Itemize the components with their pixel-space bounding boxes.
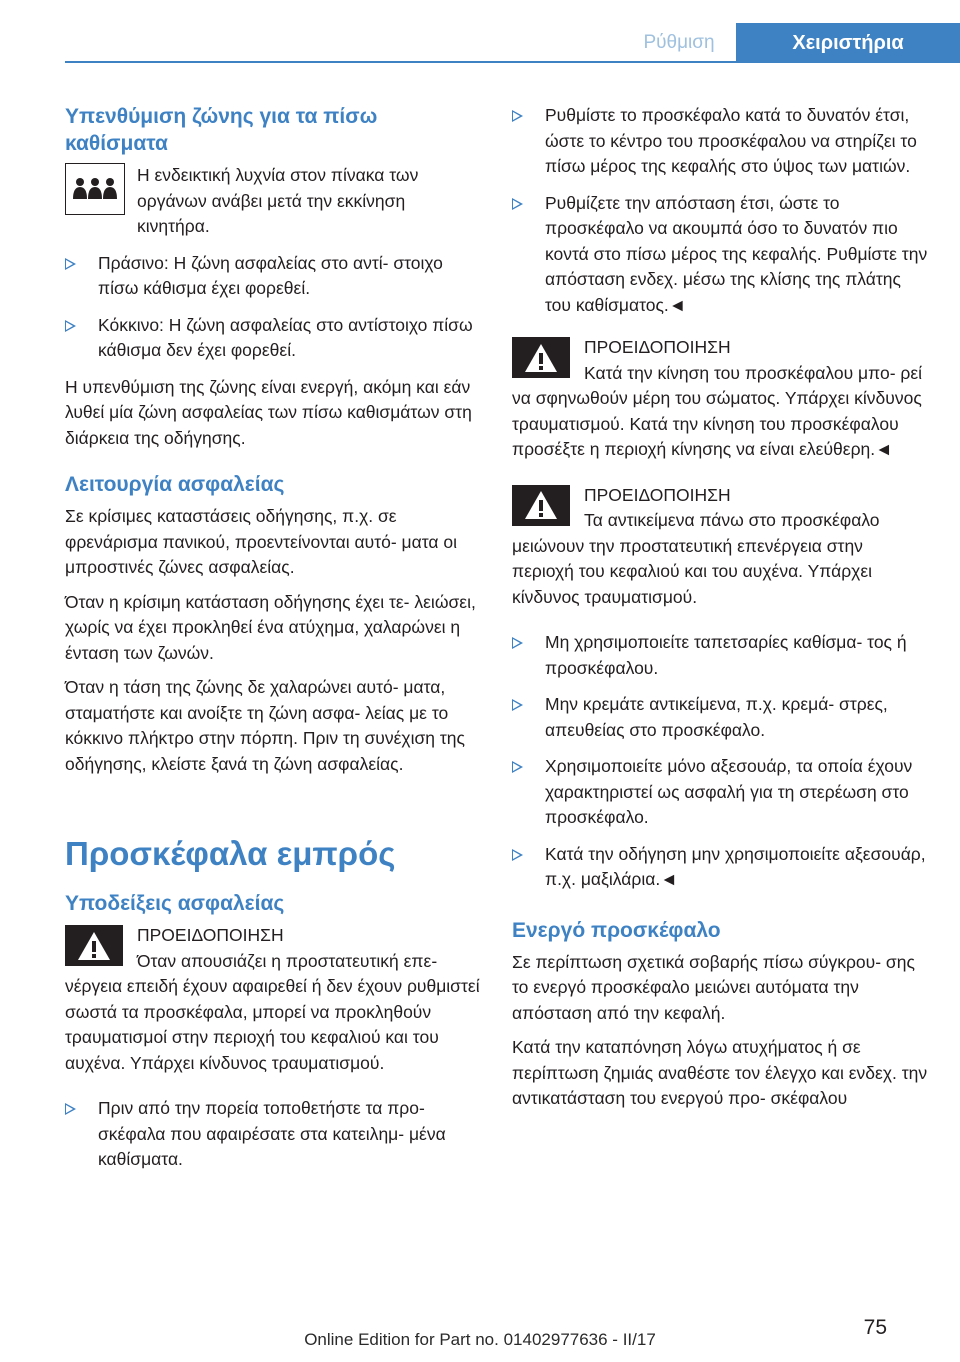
header-rule: [65, 61, 960, 63]
bullet-adjust-distance: [512, 191, 928, 319]
bullet-no-accessories-driving: [512, 842, 928, 893]
safety-paragraph-3: Όταν η τάση της ζώνης δε χαλαρώνει αυτό‐ ματα, σταματήστε και ανοίξτε τη ζώνη ασφα‐ λείας με το κόκκινο πλήκτρο στην πόρπη. Πριν τη συνέχιση της οδήγησης, κλείστε ξανά τη ζώνη ασφαλείας.: [65, 677, 465, 774]
warning-block-2: [512, 335, 928, 463]
warning-title: ΠΡΟΕΙΔΟΠΟΙΗΣΗ: [584, 484, 731, 505]
rear-seat-belt-indicator-icon: [65, 163, 125, 215]
warning-title: ΠΡΟΕΙΔΟΠΟΙΗΣΗ: [137, 925, 284, 945]
bullet-text: Πριν από την πορεία τοποθετήστε τα προ‐ σκέφαλα που αφαιρέσατε στα κατειλημ‐ μένα καθίσματα.: [98, 1098, 446, 1169]
reminder-paragraph: Η υπενθύμιση της ζώνης είναι ενεργή, ακόμη και εάν λυθεί μία ζώνη ασφαλείας των πίσω καθισμάτων στη διάρκεια της οδήγησης.: [65, 376, 472, 448]
hints-heading: Υποδείξεις ασφαλείας: [65, 892, 285, 915]
triangle-bullet-icon: [512, 849, 523, 861]
bullet-red: [65, 313, 480, 364]
page-number: 75: [863, 1316, 887, 1339]
footer-edition: Online Edition for Part no. 01402977636 - II/17: [304, 1330, 656, 1349]
section-heading: Προσκέφαλα εμπρός: [65, 835, 396, 872]
triangle-bullet-icon: [512, 637, 523, 649]
warning-triangle-icon: [512, 485, 570, 526]
triangle-bullet-icon: [512, 110, 523, 122]
bullet-refit-headrests: [65, 1096, 480, 1173]
warning-block-1: [65, 923, 480, 1076]
bullet-text: Ρυθμίστε το προσκέφαλο κατά το δυνατόν έτσι, ώστε το κέντρο του προσκέφαλου να στηρίζει το πίσω μέρος της κεφαλής στο ύψος των ματιών.: [545, 105, 917, 176]
left-column: [65, 103, 480, 1184]
bullet-text: Πράσινο: Η ζώνη ασφαλείας στο αντί‐ στοιχο πίσω κάθισμα έχει φορεθεί.: [98, 252, 443, 298]
bullet-adjust-height: [512, 103, 928, 180]
triangle-bullet-icon: [65, 320, 76, 332]
warning-triangle-icon: [65, 925, 123, 966]
safety-paragraph-2: Όταν η κρίσιμη κατάσταση οδήγησης έχει τε‐ λειώσει, χωρίς να έχει προκληθεί ένα ατύχημα, χαλαρώνει η ένταση των ζωνών.: [65, 591, 476, 663]
active-headrest-heading: Ενεργό προσκέφαλο: [512, 918, 721, 942]
right-column: [512, 103, 928, 1121]
safety-heading: Λειτουργία ασφαλείας: [65, 473, 285, 496]
triangle-bullet-icon: [512, 699, 523, 711]
warning-text: Κατά την κίνηση του προσκέφαλου μπο‐ ρεί να σφηνωθούν μέρη του σώματος. Υπάρχει κίνδυνος τραυματισμού. Κατά την κίνηση του προσκέφαλου προσέξτε η περιοχή κίνησης να είναι ελεύθερη.◄: [512, 362, 923, 459]
bullet-text: Μη χρησιμοποιείτε ταπετσαρίες καθίσμα‐ τος ή προσκέφαλου.: [545, 632, 907, 678]
bullet-safe-accessories: [512, 754, 928, 831]
triangle-bullet-icon: [65, 258, 76, 270]
triangle-bullet-icon: [512, 198, 523, 210]
indicator-text: Η ενδεικτική λυχνία στον πίνακα των οργάνων ανάβει μετά την εκκίνηση κινητήρα.: [137, 165, 419, 236]
triangle-bullet-icon: [512, 761, 523, 773]
tab-adjustment[interactable]: Ρύθμιση: [643, 32, 715, 53]
header-tabs: [622, 23, 960, 63]
bullet-no-hanging: [512, 692, 928, 743]
tab-controls[interactable]: Χειριστήρια: [736, 23, 960, 63]
warning-text: Τα αντικείμενα πάνω στο προσκέφαλο μειώνουν την προστατευτική επενέργεια στην περιοχή του κεφαλιού και του αυχένα. Υπάρχει κίνδυνος τραυματισμού.: [512, 510, 880, 607]
triangle-bullet-icon: [65, 1103, 76, 1115]
warning-block-3: [512, 483, 928, 611]
reminder-heading: Υπενθύμιση ζώνης για τα πίσω καθίσματα: [65, 105, 378, 155]
warning-title: ΠΡΟΕΙΔΟΠΟΙΗΣΗ: [584, 337, 731, 357]
warning-triangle-icon: [512, 337, 570, 378]
safety-paragraph-1: Σε κρίσιμες καταστάσεις οδήγησης, π.χ. σε φρενάρισμα πανικού, προεντείνονται αυτό‐ ματα οι μπροστινές ζώνες ασφαλείας.: [65, 506, 457, 577]
active-paragraph-2: Κατά την καταπόνηση λόγω ατυχήματος ή σε περίπτωση ζημιάς αναθέστε τον έλεγχο και ενδεχ. την αντικατάσταση του ενεργού προ‐ σκέφαλου: [512, 1037, 928, 1108]
bullet-green: [65, 251, 480, 302]
bullet-text: Ρυθμίζετε την απόσταση έτσι, ώστε το προσκέφαλο να ακουμπά όσο το δυνατόν πιο κοντά στο πίσω μέρος της κεφαλής. Ρυθμίστε την απόσταση ενδεχ. μέσω της κλίσης της πλάτης του καθίσματος.◄: [545, 192, 928, 315]
bullet-text: Μην κρεμάτε αντικείμενα, π.χ. κρεμά‐ στρες, απευθείας στο προσκέφαλο.: [545, 694, 888, 740]
indicator-row: [65, 163, 480, 240]
bullet-text: Κατά την οδήγηση μην χρησιμοποιείτε αξεσουάρ, π.χ. μαξιλάρια.◄: [545, 843, 926, 889]
bullet-no-covers: [512, 630, 928, 681]
active-paragraph-1: Σε περίπτωση σχετικά σοβαρής πίσω σύγκρου‐ σης το ενεργό προσκέφαλο μειώνει αυτόματα την απόσταση από την κεφαλή.: [512, 951, 915, 1023]
bullet-text: Κόκκινο: Η ζώνη ασφαλείας στο αντίστοιχο πίσω κάθισμα δεν έχει φορεθεί.: [98, 314, 473, 360]
bullet-text: Χρησιμοποιείτε μόνο αξεσουάρ, τα οποία έχουν χαρακτηριστεί ως ασφαλή για τη στερέωση στο προσκέφαλο.: [545, 756, 913, 827]
warning-text: Όταν απουσιάζει η προστατευτική επε‐ νέργεια επειδή έχουν αφαιρεθεί ή δεν έχουν ρυθμιστεί σωστά τα προσκέφαλα, μπορεί να προκληθούν τραυματισμοί στην περιοχή του κεφαλιού και του αυχένα. Υπάρχει κίνδυνος τραυματισμού.: [65, 950, 480, 1073]
